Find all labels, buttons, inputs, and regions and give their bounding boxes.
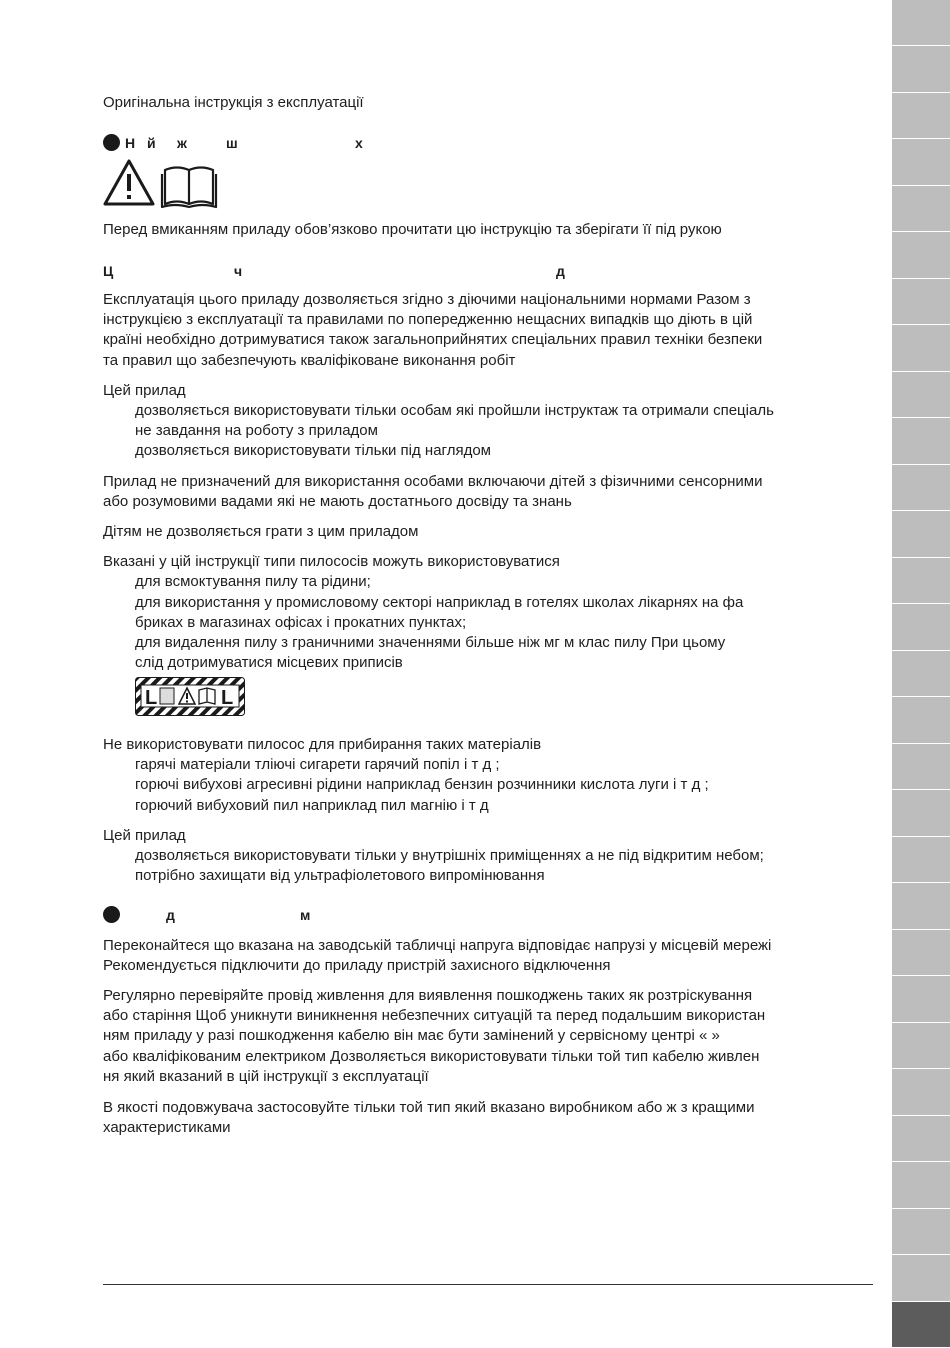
types-label: Вказані у цій інструкції типи пилососів можуть використовуватися xyxy=(103,553,560,570)
chapter-tab[interactable] xyxy=(892,232,950,278)
chapter-tab[interactable] xyxy=(892,930,950,976)
badge-letter-left: L xyxy=(145,687,158,709)
children-paragraph: Дітям не дозволяється грати з цим приладом xyxy=(103,523,419,540)
warning-triangle-icon xyxy=(105,161,153,204)
footer-divider xyxy=(103,1284,873,1285)
list-item: потрібно захищати від ультрафіолетового випромінювання xyxy=(135,867,545,884)
warning-icons xyxy=(103,158,218,210)
chapter-tab[interactable] xyxy=(892,186,950,232)
chapter-tab[interactable] xyxy=(892,1162,950,1208)
cable-paragraph: Регулярно перевіряйте провід живлення для виявлення пошкоджень таких як розтріскування або старіння Щоб уникнути виникнення небезпечних ситуацій та перед подальшим використан ням приладу у разі пошкодження кабелю він має бути замінений у сервісному центрі « » або кваліфікованим електриком Дозволяється використовувати тільки той тип кабелю живлен ня який вказаний в цій інструкції з експлуатації xyxy=(103,987,766,1085)
section-bullet-icon xyxy=(103,906,120,923)
heading-fragment: ш xyxy=(226,135,238,151)
open-book-icon xyxy=(162,168,216,208)
chapter-tab[interactable] xyxy=(892,1209,950,1255)
chapter-tab[interactable] xyxy=(892,1302,950,1348)
chapter-tab[interactable] xyxy=(892,0,950,46)
chapter-tab[interactable] xyxy=(892,651,950,697)
list-item: гарячі матеріали тліючі сигарети гарячий попіл і т д ; xyxy=(135,756,500,773)
read-manual-text: Перед вмиканням приладу обов’язково прочитати цю інструкцію та зберігати її під рукою xyxy=(103,221,722,238)
heading-fragment: д xyxy=(166,907,175,923)
chapter-tab[interactable] xyxy=(892,139,950,185)
list-item: для використання у промисловому секторі наприклад в готелях школах лікарнях на фа бриках в магазинах офісах і прокатних пунктах; xyxy=(135,594,744,632)
chapter-tab[interactable] xyxy=(892,604,950,650)
chapter-tab[interactable] xyxy=(892,1023,950,1069)
extension-paragraph: В якості подовжувача застосовуйте тільки той тип який вказано виробником або ж з кращими характеристиками xyxy=(103,1099,755,1137)
heading-fragment: ж xyxy=(177,135,187,151)
chapter-tab[interactable] xyxy=(892,465,950,511)
chapter-tabs xyxy=(892,0,950,1348)
chapter-tab[interactable] xyxy=(892,837,950,883)
voltage-paragraph: Переконайтеся що вказана на заводській табличці напруга відповідає напрузі у місцевій мережі Рекомендується підключити до приладу пристрій захисного відключення xyxy=(103,937,772,975)
chapter-tab[interactable] xyxy=(892,1116,950,1162)
heading-fragment: х xyxy=(355,135,363,151)
chapter-tab[interactable] xyxy=(892,511,950,557)
section-heading-electrical xyxy=(103,906,873,924)
heading-fragment: м xyxy=(300,907,311,923)
chapter-tab[interactable] xyxy=(892,744,950,790)
usage-paragraph: Експлуатація цього приладу дозволяється згідно з діючими національними нормами Разом з інструкцією з експлуатації та правилами по попередженню нещасних випадків що діють в цій країні необхідно дотримуватися також загальноприйнятих спеціальних правил техніки безпеки та правил що забезпечують кваліфіковане виконання робіт xyxy=(103,291,763,369)
heading-fragment: ч xyxy=(234,263,243,279)
section-heading-safety xyxy=(103,134,873,152)
heading-fragment: й xyxy=(147,135,156,151)
device-label: Цей прилад xyxy=(103,827,186,844)
chapter-tab[interactable] xyxy=(892,279,950,325)
chapter-tab[interactable] xyxy=(892,883,950,929)
chapter-tab[interactable] xyxy=(892,558,950,604)
list-item: дозволяється використовувати тільки у внутрішніх приміщеннях а не під відкритим небом; xyxy=(135,847,764,864)
list-item: дозволяється використовувати тільки під наглядом xyxy=(135,442,491,459)
heading-fragment: д xyxy=(556,263,565,279)
chapter-tab[interactable] xyxy=(892,325,950,371)
list-item: горючі вибухові агресивні рідини наприклад бензин розчинники кислота луги і т д ; xyxy=(135,776,709,793)
persons-paragraph: Прилад не призначений для використання особами включаючи дітей з фізичними сенсорними або розумовими вадами які не мають достатнього досвіду та знань xyxy=(103,473,763,511)
chapter-tab[interactable] xyxy=(892,976,950,1022)
section-heading-usage xyxy=(103,262,873,280)
vacuum-icon xyxy=(160,688,174,704)
chapter-tab[interactable] xyxy=(892,418,950,464)
chapter-tab[interactable] xyxy=(892,790,950,836)
badge-letter-right: L xyxy=(221,687,234,709)
chapter-tab[interactable] xyxy=(892,93,950,139)
section-bullet-icon xyxy=(103,134,120,151)
heading-fragment: Ц xyxy=(103,263,114,279)
chapter-tab[interactable] xyxy=(892,372,950,418)
chapter-tab[interactable] xyxy=(892,697,950,743)
list-item: горючий вибуховий пил наприклад пил магнію і т д xyxy=(135,797,489,814)
chapter-tab[interactable] xyxy=(892,46,950,92)
device-label: Цей прилад xyxy=(103,382,186,399)
chapter-tab[interactable] xyxy=(892,1255,950,1301)
document-subtitle: Оригінальна інструкція з експлуатації xyxy=(103,94,364,111)
materials-label: Не використовувати пилосос для прибирання таких матеріалів xyxy=(103,736,542,753)
dust-class-badge xyxy=(135,677,245,716)
list-item: для видалення пилу з граничними значеннями більше ніж мг м клас пилу При цьому слід дотримуватися місцевих приписів xyxy=(135,634,726,672)
list-item: дозволяється використовувати тільки особам які пройшли інструктаж та отримали спеціаль не завдання на роботу з приладом xyxy=(135,402,774,440)
heading-fragment: Н xyxy=(125,135,136,151)
list-item: для всмоктування пилу та рідини; xyxy=(135,573,371,590)
chapter-tab[interactable] xyxy=(892,1069,950,1115)
